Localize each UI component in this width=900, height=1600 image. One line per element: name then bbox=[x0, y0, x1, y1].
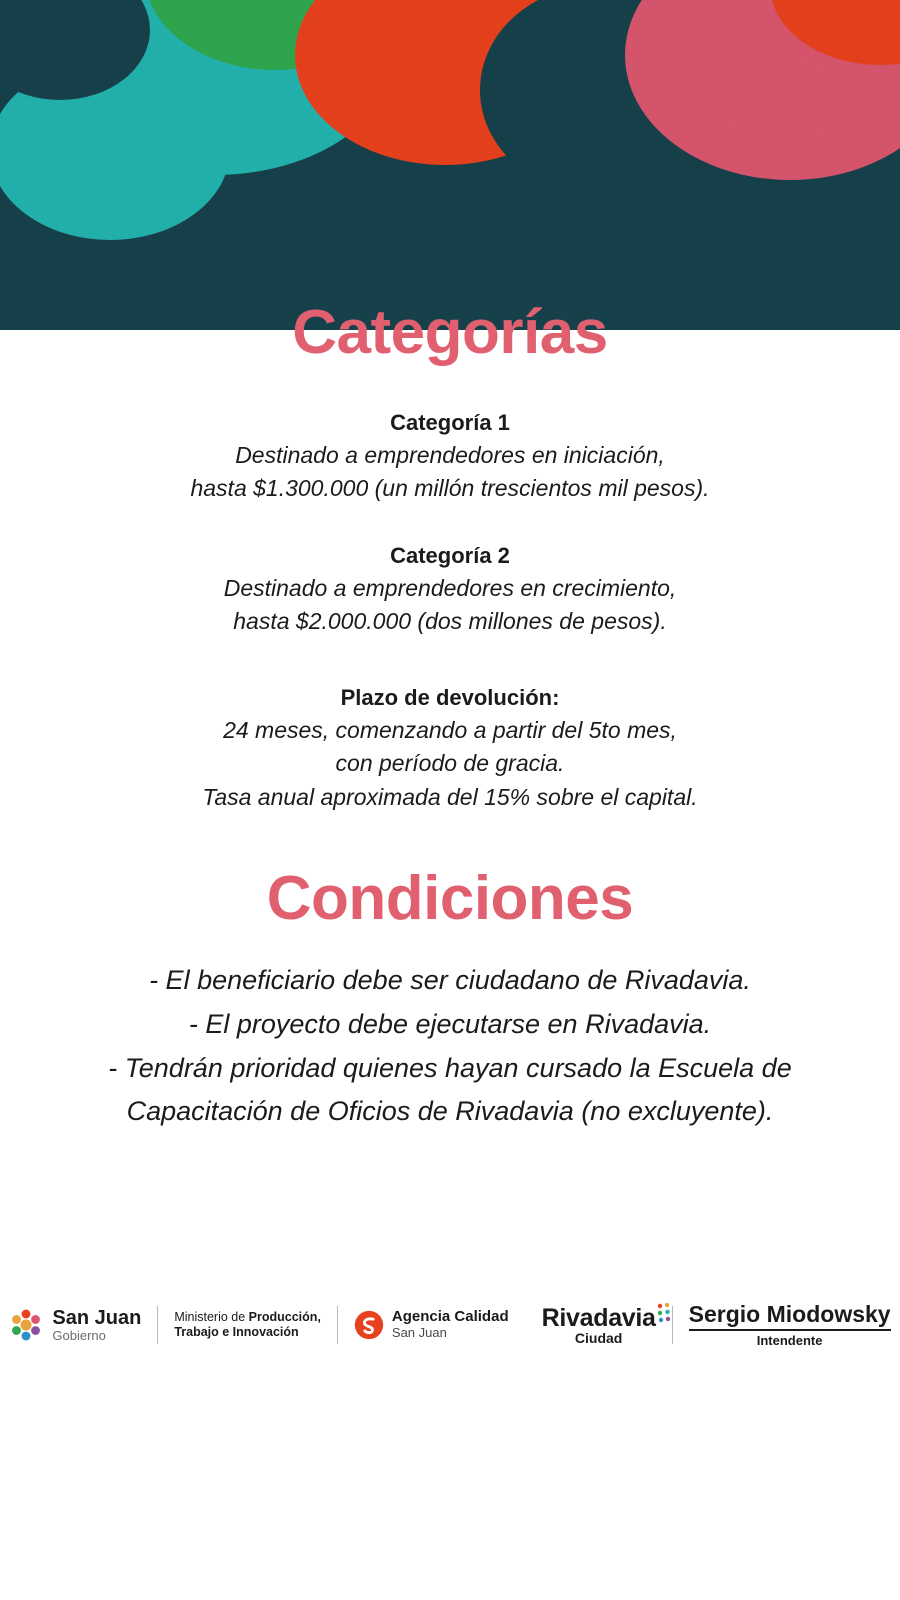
san-juan-sub: Gobierno bbox=[52, 1327, 106, 1343]
rivadavia-sub: Ciudad bbox=[574, 1329, 623, 1346]
agencia-calidad-icon bbox=[354, 1310, 384, 1340]
logo-intendente bbox=[689, 1295, 891, 1355]
footer-divider-1 bbox=[157, 1306, 158, 1344]
logo-agencia-calidad bbox=[354, 1295, 509, 1355]
page-title-condiciones: Condiciones bbox=[266, 864, 634, 934]
footer-divider-2 bbox=[337, 1306, 338, 1344]
ministerio-line-1 bbox=[174, 1310, 321, 1325]
categoria-1-line-1: Destinado a emprendedores en iniciación, bbox=[235, 441, 665, 468]
ministerio-line-2: Trabajo e Innovación bbox=[174, 1325, 299, 1339]
plazo-devolucion-block bbox=[0, 682, 900, 814]
logo-rivadavia-ciudad bbox=[542, 1295, 656, 1355]
intendente-name: Sergio Miodowsky bbox=[689, 1301, 891, 1331]
sanjuan-flower-icon bbox=[9, 1308, 43, 1342]
condicion-item-2: - El proyecto debe ejecutarse en Rivadavia. bbox=[188, 1009, 712, 1039]
header-decorative-banner bbox=[0, 0, 900, 330]
categoria-2-heading: Categoría 2 bbox=[390, 542, 510, 568]
categoria-2-line-1: Destinado a emprendedores en crecimiento, bbox=[223, 574, 677, 601]
agencia-line-1: Agencia Calidad bbox=[391, 1308, 509, 1326]
rivadavia-name: Rivadavia bbox=[541, 1303, 656, 1332]
rivadavia-dots-icon bbox=[656, 1303, 672, 1325]
plazo-line-2: con período de gracia. bbox=[335, 750, 565, 777]
intendente-role: Intendente bbox=[756, 1333, 823, 1349]
plazo-line-3: Tasa anual aproximada del 15% sobre el capital. bbox=[202, 783, 698, 810]
poster-content bbox=[0, 300, 900, 1134]
ministerio-bold: Producción, bbox=[248, 1310, 321, 1324]
condicion-item-4: Capacitación de Oficios de Rivadavia (no excluyente). bbox=[126, 1096, 774, 1127]
categoria-1-line-2: hasta $1.300.000 (un millón trescientos mil pesos). bbox=[190, 475, 710, 502]
ministerio-prefix: Ministerio de bbox=[174, 1310, 249, 1324]
footer-divider-4 bbox=[672, 1306, 673, 1344]
condicion-item-1: - El beneficiario debe ser ciudadano de Rivadavia. bbox=[149, 965, 751, 996]
condiciones-list bbox=[0, 959, 900, 1134]
categoria-1-heading: Categoría 1 bbox=[390, 410, 510, 436]
header-blobs-svg bbox=[0, 0, 900, 330]
categoria-2-line-2: hasta $2.000.000 (dos millones de pesos). bbox=[233, 607, 667, 634]
footer-logo-bar bbox=[0, 1285, 900, 1365]
categoria-1-block bbox=[0, 407, 900, 506]
plazo-heading: Plazo de devolución: bbox=[340, 685, 560, 711]
agencia-line-2: San Juan bbox=[391, 1325, 447, 1341]
page-title-categorias: Categorías bbox=[292, 298, 608, 367]
condicion-item-3: - Tendrán prioridad quienes hayan cursado la Escuela de bbox=[108, 1052, 792, 1083]
san-juan-name: San Juan bbox=[52, 1306, 142, 1329]
plazo-line-1: 24 meses, comenzando a partir del 5to mes, bbox=[223, 717, 677, 744]
logo-ministerio-produccion bbox=[174, 1295, 321, 1355]
categoria-2-block bbox=[0, 540, 900, 639]
logo-san-juan-gobierno bbox=[9, 1295, 141, 1355]
